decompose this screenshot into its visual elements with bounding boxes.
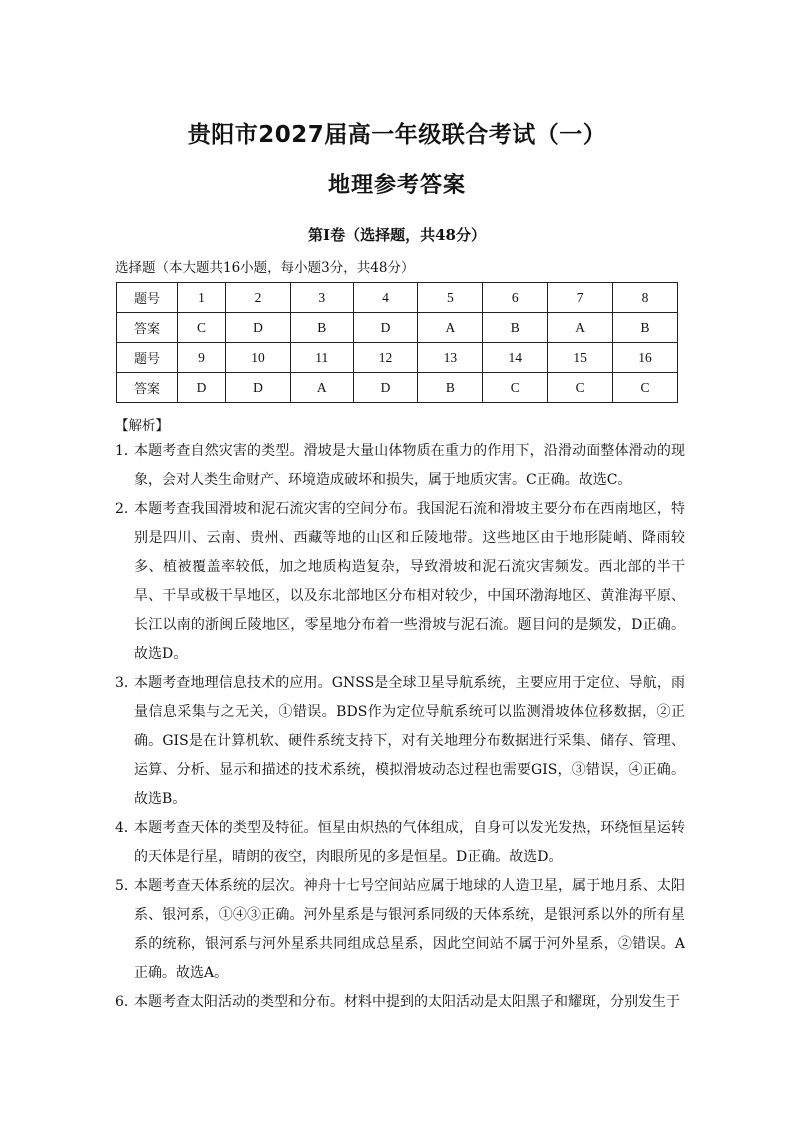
answer-header-cell: 答案 [117, 313, 178, 343]
question-number-cell: 2 [226, 283, 291, 313]
question-number-cell: 15 [548, 343, 613, 373]
answer-cell: A [290, 373, 353, 403]
table-row-answers-2 [117, 373, 678, 403]
question-number-cell: 13 [418, 343, 483, 373]
question-number-cell: 5 [418, 283, 483, 313]
title-line-1: 贵阳市2027届高一年级联合考试（一） [187, 122, 607, 148]
analysis-item-5 [115, 872, 685, 988]
item-text: 本题考查地理信息技术的应用。GNSS是全球卫星导航系统，主要应用于定位、导航，雨量信息采集与之无关，①错误。BDS作为定位导航系统可以监测滑坡体位移数据，②正确。GIS是在计算机软、硬件系统支持下，对有关地理分布数据进行采集、储存、管理、运算、分析、显示和描述的技术系统，模拟滑坡动态过程也需要GIS，③错误，④正确。故选B。 [134, 675, 685, 807]
analysis-list [115, 437, 685, 1017]
item-number: 4． [115, 820, 138, 836]
question-number-cell: 3 [290, 283, 353, 313]
choice-intro: 选择题（本大题共16小题，每小题3分，共48分） [115, 260, 415, 276]
question-header-cell: 题号 [117, 343, 178, 373]
title-line-2: 地理参考答案 [327, 173, 466, 198]
item-text: 本题考查我国滑坡和泥石流灾害的空间分布。我国泥石流和滑坡主要分布在西南地区，特别是四川、云南、贵州、西藏等地的山区和丘陵地带。这些地区由于地形陡峭、降雨较多、植被覆盖率较低，加之地质构造复杂，导致滑坡和泥石流灾害频发。西北部的半干旱、干旱或极干旱地区，以及东北部地区分布相对较少，中国环渤海地区、黄淮海平原、长江以南的浙闽丘陵地区，零星地分布着一些滑坡与泥石流。题目问的是频发，D正确。故选D。 [134, 501, 685, 662]
analysis-item-1 [115, 437, 685, 495]
question-number-cell: 7 [548, 283, 613, 313]
answer-cell: D [226, 313, 291, 343]
answer-cell: B [613, 313, 678, 343]
answer-cell: D [353, 373, 418, 403]
question-number-cell: 4 [353, 283, 418, 313]
answer-cell: B [418, 373, 483, 403]
analysis-item-6 [115, 988, 685, 1017]
answer-cell: A [418, 313, 483, 343]
answer-cell: D [178, 373, 226, 403]
answer-cell: B [290, 313, 353, 343]
section-title: 第Ⅰ卷（选择题，共48分） [308, 226, 486, 244]
item-text: 本题考查天体系统的层次。神舟十七号空间站应属于地球的人造卫星，属于地月系、太阳系、银河系，①④③正确。河外星系是与银河系同级的天体系统，是银河系以外的所有星系的统称，银河系与河外星系共同组成总星系，因此空间站不属于河外星系，②错误。A正确。故选A。 [134, 878, 685, 981]
item-number: 1． [115, 443, 138, 459]
item-text: 本题考查太阳活动的类型和分布。材料中提到的太阳活动是太阳黑子和耀斑，分别发生于 [134, 994, 680, 1010]
table-row-question-numbers-2 [117, 343, 678, 373]
question-number-cell: 6 [483, 283, 548, 313]
answer-cell: C [178, 313, 226, 343]
analysis-item-4 [115, 814, 685, 872]
question-number-cell: 12 [353, 343, 418, 373]
question-number-cell: 10 [226, 343, 291, 373]
answer-cell: D [226, 373, 291, 403]
item-number: 2． [115, 501, 138, 517]
analysis-heading: 【解析】 [115, 418, 169, 434]
item-text: 本题考查天体的类型及特征。恒星由炽热的气体组成，自身可以发光发热，环绕恒星运转的天体是行星，晴朗的夜空，肉眼所见的多是恒星。D正确。故选D。 [134, 820, 685, 865]
item-text: 本题考查自然灾害的类型。滑坡是大量山体物质在重力的作用下，沿滑动面整体滑动的现象，会对人类生命财产、环境造成破坏和损失，属于地质灾害。C正确。故选C。 [134, 443, 685, 488]
answer-cell: C [483, 373, 548, 403]
table-row-answers-1 [117, 313, 678, 343]
answer-cell: C [613, 373, 678, 403]
table-row-question-numbers-1 [117, 283, 678, 313]
item-number: 5． [115, 878, 138, 894]
item-number: 6． [115, 994, 138, 1010]
question-number-cell: 14 [483, 343, 548, 373]
answer-header-cell: 答案 [117, 373, 178, 403]
answer-cell: A [548, 313, 613, 343]
question-number-cell: 9 [178, 343, 226, 373]
question-number-cell: 11 [290, 343, 353, 373]
question-number-cell: 16 [613, 343, 678, 373]
analysis-item-2 [115, 495, 685, 669]
answer-table [116, 282, 678, 403]
answer-cell: C [548, 373, 613, 403]
question-header-cell: 题号 [117, 283, 178, 313]
item-number: 3． [115, 675, 138, 691]
question-number-cell: 8 [613, 283, 678, 313]
answer-cell: D [353, 313, 418, 343]
question-number-cell: 1 [178, 283, 226, 313]
answer-cell: B [483, 313, 548, 343]
analysis-item-3 [115, 669, 685, 814]
